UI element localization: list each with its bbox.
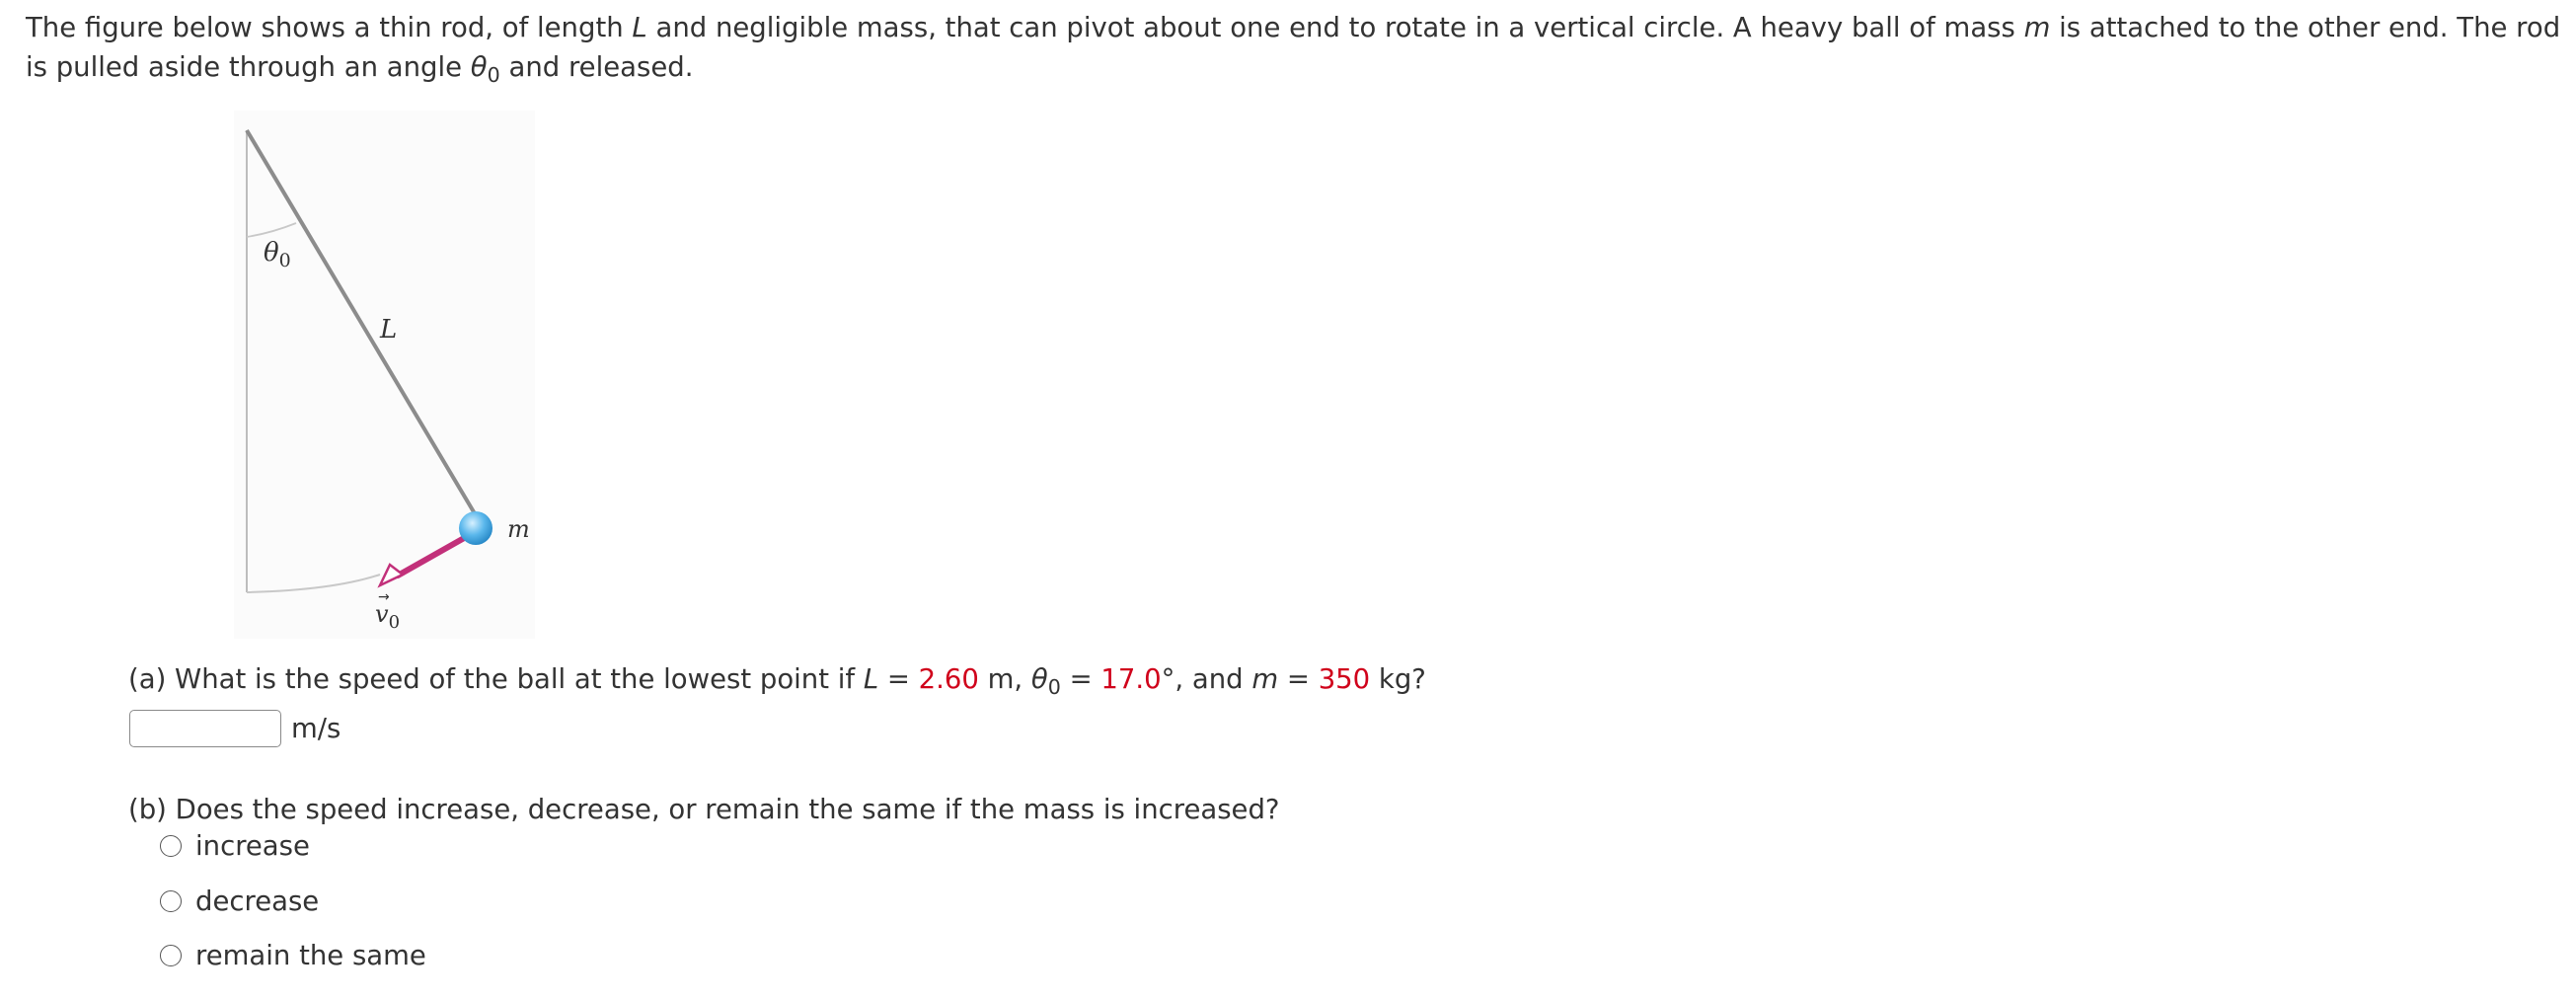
- theta0-label: $\theta_0$: [264, 238, 291, 271]
- radio-remain-same[interactable]: [160, 945, 182, 966]
- problem-statement: The figure below shows a thin rod, of length L and negligible mass, that can pivot about one end to rotate in a vertical circle. A heavy ball of mass m is attached to the other end. The rod is pulled aside through an angle $\theta_0$ and released.: [26, 12, 2561, 88]
- given-angle-value: 17.0: [1100, 663, 1162, 695]
- figure-background: [234, 111, 535, 639]
- length-label: L: [380, 315, 398, 345]
- part-a-answer-row: [129, 707, 341, 750]
- part-a-question: (a) What is the speed of the ball at the lowest point if L = 2.60 m, $\theta_0 = 17.0^\circ$, and m = 350 kg?: [128, 663, 1426, 700]
- theta-var: θ: [470, 51, 488, 83]
- mass-label: m: [507, 515, 530, 543]
- mass-var: m: [2023, 12, 2051, 43]
- option-increase[interactable]: [160, 830, 310, 862]
- option-decrease-label: decrease: [195, 886, 320, 917]
- length-var: L: [632, 12, 647, 43]
- radio-increase[interactable]: [160, 835, 182, 857]
- part-b-question: (b) Does the speed increase, decrease, or remain the same if the mass is increased?: [128, 794, 1280, 825]
- given-length-value: 2.60: [918, 663, 979, 695]
- ball: [459, 511, 492, 545]
- speed-unit-label: m/s: [291, 713, 341, 744]
- option-remain-same-label: remain the same: [195, 940, 426, 971]
- option-increase-label: increase: [195, 830, 310, 862]
- speed-answer-input[interactable]: [129, 710, 281, 747]
- option-remain-same[interactable]: [160, 940, 426, 971]
- option-decrease[interactable]: [160, 886, 319, 917]
- v0-vector-arrow: →: [378, 589, 390, 605]
- given-mass-value: 350: [1318, 663, 1371, 695]
- pendulum-figure: [234, 111, 535, 639]
- radio-decrease[interactable]: [160, 890, 182, 912]
- v0-label: $v_0$: [375, 600, 401, 633]
